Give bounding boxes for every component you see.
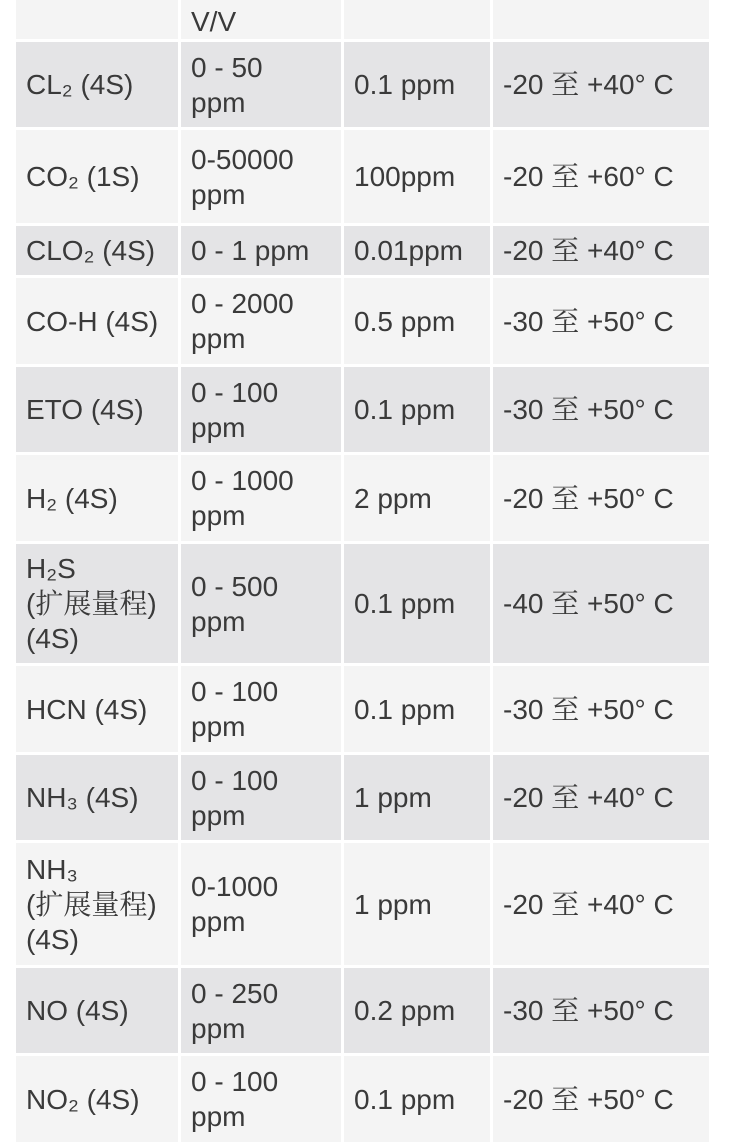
resolution-cell: 1 ppm bbox=[344, 755, 490, 840]
range-cell: 0-50000 ppm bbox=[181, 130, 341, 223]
resolution-cell: 0.1 ppm bbox=[344, 367, 490, 452]
temp-cell: -40 至 +50° C bbox=[493, 544, 709, 663]
resolution-cell: 0.1 ppm bbox=[344, 666, 490, 752]
table-row bbox=[16, 278, 709, 364]
temp-cell: -30 至 +50° C bbox=[493, 278, 709, 364]
table-row bbox=[16, 968, 709, 1053]
table-row bbox=[16, 544, 709, 663]
temp-cell: -20 至 +40° C bbox=[493, 42, 709, 127]
table-row bbox=[16, 42, 709, 127]
resolution-cell: 0.2 ppm bbox=[344, 968, 490, 1053]
temp-cell: -20 至 +50° C bbox=[493, 455, 709, 541]
sensor-cell: H₂ (4S) bbox=[16, 455, 178, 541]
table-row bbox=[16, 226, 709, 275]
sensor-cell: CO₂ (1S) bbox=[16, 130, 178, 223]
sensor-cell: NO (4S) bbox=[16, 968, 178, 1053]
sensor-cell: CO-H (4S) bbox=[16, 278, 178, 364]
range-cell: 0 - 50 ppm bbox=[181, 42, 341, 127]
table-row bbox=[16, 0, 709, 39]
resolution-cell: 0.5 ppm bbox=[344, 278, 490, 364]
temp-cell: -30 至 +50° C bbox=[493, 367, 709, 452]
table-row bbox=[16, 843, 709, 965]
range-cell: 0 - 250 ppm bbox=[181, 968, 341, 1053]
temp-cell: -20 至 +60° C bbox=[493, 130, 709, 223]
resolution-cell bbox=[344, 0, 490, 39]
sensor-cell: HCN (4S) bbox=[16, 666, 178, 752]
range-cell: 0 - 100 ppm bbox=[181, 666, 341, 752]
resolution-cell: 2 ppm bbox=[344, 455, 490, 541]
sensor-cell: ETO (4S) bbox=[16, 367, 178, 452]
table-row bbox=[16, 1056, 709, 1142]
temp-cell: -20 至 +40° C bbox=[493, 755, 709, 840]
temp-cell bbox=[493, 0, 709, 39]
range-cell: 0-1000 ppm bbox=[181, 843, 341, 965]
range-cell: 0 - 100 ppm bbox=[181, 1056, 341, 1142]
table-row bbox=[16, 367, 709, 452]
table-row bbox=[16, 755, 709, 840]
range-cell: 0 - 100 ppm bbox=[181, 367, 341, 452]
resolution-cell: 1 ppm bbox=[344, 843, 490, 965]
sensor-cell: CL₂ (4S) bbox=[16, 42, 178, 127]
temp-cell: -20 至 +50° C bbox=[493, 1056, 709, 1142]
resolution-cell: 0.01ppm bbox=[344, 226, 490, 275]
temp-cell: -20 至 +40° C bbox=[493, 843, 709, 965]
resolution-cell: 0.1 ppm bbox=[344, 42, 490, 127]
resolution-cell: 0.1 ppm bbox=[344, 1056, 490, 1142]
range-cell: 0 - 500 ppm bbox=[181, 544, 341, 663]
range-cell: V/V bbox=[181, 0, 341, 39]
range-cell: 0 - 1 ppm bbox=[181, 226, 341, 275]
resolution-cell: 100ppm bbox=[344, 130, 490, 223]
sensor-cell: NH₃ (扩展量程) (4S) bbox=[16, 843, 178, 965]
temp-cell: -20 至 +40° C bbox=[493, 226, 709, 275]
table-row bbox=[16, 455, 709, 541]
sensor-cell: H₂S (扩展量程) (4S) bbox=[16, 544, 178, 663]
sensor-cell bbox=[16, 0, 178, 39]
table-row bbox=[16, 130, 709, 223]
temp-cell: -30 至 +50° C bbox=[493, 968, 709, 1053]
temp-cell: -30 至 +50° C bbox=[493, 666, 709, 752]
sensor-cell: NO₂ (4S) bbox=[16, 1056, 178, 1142]
sensor-cell: NH₃ (4S) bbox=[16, 755, 178, 840]
sensor-spec-table bbox=[13, 0, 712, 1145]
range-cell: 0 - 100 ppm bbox=[181, 755, 341, 840]
table-row bbox=[16, 666, 709, 752]
range-cell: 0 - 2000 ppm bbox=[181, 278, 341, 364]
resolution-cell: 0.1 ppm bbox=[344, 544, 490, 663]
range-cell: 0 - 1000 ppm bbox=[181, 455, 341, 541]
sensor-cell: CLO₂ (4S) bbox=[16, 226, 178, 275]
